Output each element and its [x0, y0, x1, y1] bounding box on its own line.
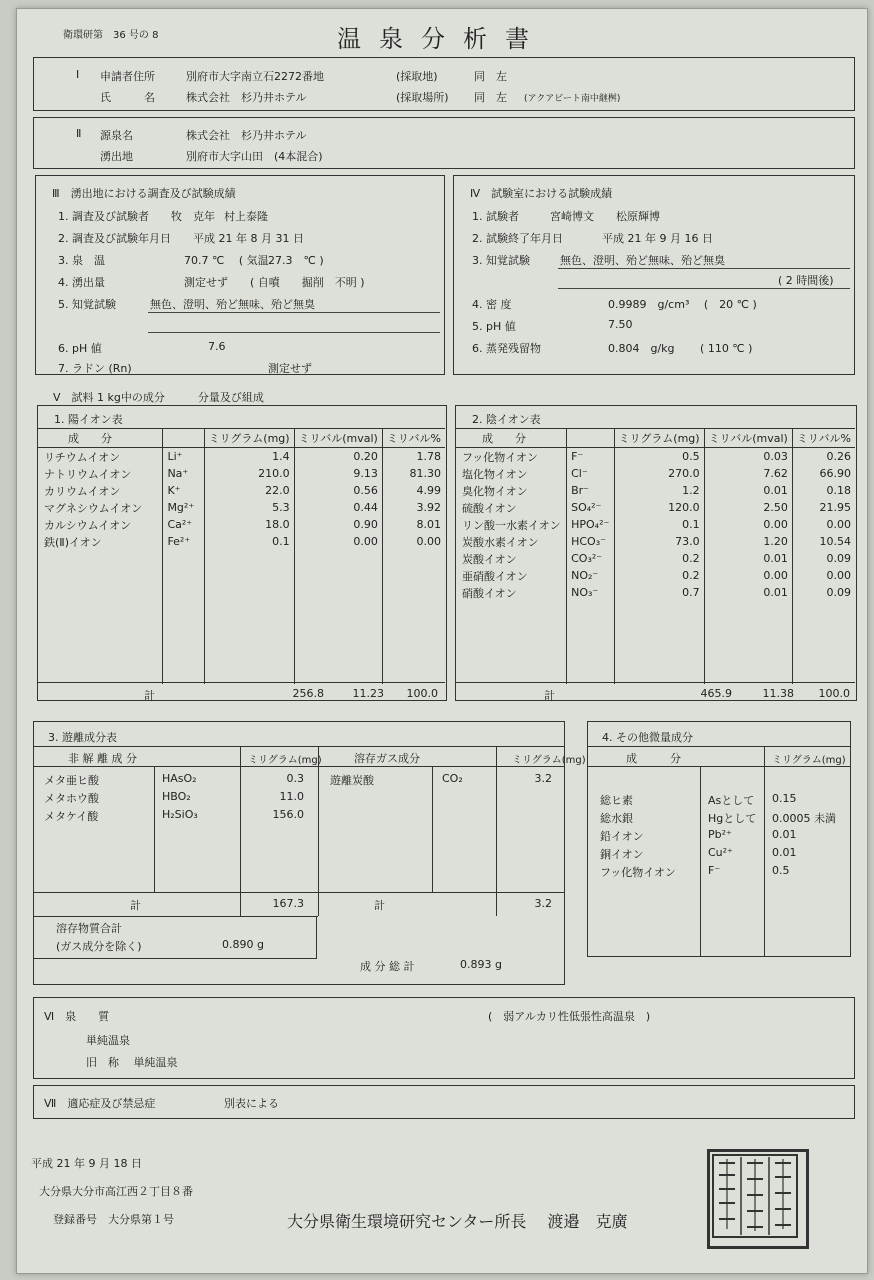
trace-name: 総水銀: [600, 812, 633, 825]
issue-date: 平成 21 年 9 月 18 日: [31, 1157, 142, 1170]
section-field-survey: Ⅲ 湧出地における調査及び試験成績 1. 調査及び試験者 牧 克年 村上泰隆 2. 調査及び試験年月日 平成 21 年 8 月 31 日 3. 泉 温 70.7 ℃ ( 気温 27.3 ℃ ) 4. 湧出量 測定せず ( 自噴 掘削 不明 ) 5. 知覚試験 無色、澄明、殆ど無味、殆ど無臭 6. pH 値 7.6 7. ラドン (Rn) 測定せず: [35, 175, 445, 375]
table-row: [456, 482, 855, 499]
mg-value: 18.0: [204, 516, 294, 533]
ion-formula: NO₂⁻: [567, 567, 615, 584]
table-row: [456, 465, 855, 482]
table-filler: [38, 550, 445, 684]
mg-value: 1.4: [204, 448, 294, 466]
ion-name: リチウムイオン: [44, 450, 121, 464]
trace-mg: 0.15: [772, 792, 797, 805]
nd-name: メタ亜ヒ酸: [44, 774, 99, 787]
ion-name: 硝酸イオン: [462, 586, 517, 600]
free-components-table: 3. 遊離成分表 非 解 離 成 分 ミリグラム(mg) 溶存ガス成分 ミリグラム(mg) メタ亜ヒ酸 HAsO₂ 0.3 メタホウ酸 HBO₂ 11.0 メタケイ酸 H₂SiO₃ 156.0 遊離炭酸 CO₂ 3.2 計 167.3 計 3.2 溶存物質合計 (ガス成分を除く) 0.890 g 成 分 総 計 0.893 g: [33, 721, 565, 985]
table-row: [456, 516, 855, 533]
mval-value: 9.13: [294, 465, 382, 482]
trace-formula: Asとして: [708, 794, 755, 807]
ion-name: 鉄(Ⅱ)イオン: [44, 535, 102, 549]
mval-percent: 10.54: [792, 533, 855, 550]
mval-percent: 81.30: [382, 465, 445, 482]
ion-name: 炭酸イオン: [462, 552, 517, 566]
trace-name: フッ化物イオン: [600, 866, 676, 879]
trace-formula: Pb²⁺: [708, 828, 732, 841]
table-row: [456, 533, 855, 550]
mval-percent: 0.00: [792, 567, 855, 584]
trace-formula: Hgとして: [708, 812, 757, 825]
mval-percent: 0.18: [792, 482, 855, 499]
mval-value: 0.56: [294, 482, 382, 499]
table-row: [456, 499, 855, 516]
mg-value: 210.0: [204, 465, 294, 482]
ion-formula: NO₃⁻: [567, 584, 615, 601]
page-title: 温泉分析書: [337, 25, 547, 53]
ion-formula: F⁻: [567, 448, 615, 466]
applicant-address: 別府市大字南立石2272番地: [186, 70, 324, 83]
ion-name: フッ化物イオン: [462, 450, 538, 464]
trace-formula: F⁻: [708, 864, 721, 877]
mg-value: 22.0: [204, 482, 294, 499]
document-number: 衛環研第 36 号の 8: [63, 30, 159, 41]
registration-number: 登録番号 大分県第１号: [53, 1213, 174, 1226]
trace-mg: 0.01: [772, 828, 797, 841]
source-name: 株式会社 杉乃井ホテル: [186, 129, 307, 142]
mval-value: 0.20: [294, 448, 382, 466]
mval-value: 0.01: [704, 550, 792, 567]
table-row: [38, 482, 445, 499]
analysis-sheet: [16, 8, 868, 1274]
nd-name: メタケイ酸: [44, 810, 99, 823]
ion-formula: CO₃²⁻: [567, 550, 615, 567]
mval-percent: 3.92: [382, 499, 445, 516]
mg-value: 0.7: [614, 584, 704, 601]
mval-percent: 0.00: [792, 516, 855, 533]
mval-percent: 4.99: [382, 482, 445, 499]
ion-formula: K⁺: [163, 482, 204, 499]
mg-value: 5.3: [204, 499, 294, 516]
mval-percent: 21.95: [792, 499, 855, 516]
ion-name: 塩化物イオン: [462, 467, 528, 481]
mval-value: 0.00: [704, 567, 792, 584]
ion-formula: HPO₄²⁻: [567, 516, 615, 533]
ion-formula: Mg²⁺: [163, 499, 204, 516]
trace-name: 総ヒ素: [600, 794, 633, 807]
mval-value: 1.20: [704, 533, 792, 550]
nd-formula: H₂SiO₃: [162, 808, 198, 821]
nd-formula: HBO₂: [162, 790, 191, 803]
applicant-name-label: 氏 名: [100, 91, 155, 104]
mg-value: 0.2: [614, 567, 704, 584]
mval-value: 0.00: [704, 516, 792, 533]
mval-value: 0.01: [704, 482, 792, 499]
ion-name: ナトリウムイオン: [44, 467, 132, 481]
ion-name: カリウムイオン: [44, 484, 121, 498]
table-row: [38, 465, 445, 482]
anion-table: 2. 陰イオン表 成 分 ミリグラム(mg) ミリバル(mval) ミリバル% フッ化物イオン F⁻ 0.5 0.03 0.26 塩化物イオン Cl⁻ 270.0 7.62 66.90 臭化物イオン Br⁻ 1.2 0.01 0.18 硫酸イオン SO₄²⁻ 120.0 2.50 21.95 リン酸一水素イオン HPO₄²⁻ 0.1 0.00 0.00 炭酸水素イオン HCO₃⁻ 73.0 1.20 10.54 炭酸イオン CO₃²⁻ 0.2 0.01 0.09 亜硝酸イオン NO₂⁻ 0.2 0.00 0.00 硝酸イオン NO₃⁻ 0.7 0.01 0.09 計 465.9 11.38 100.0: [455, 405, 857, 701]
trace-name: 鉛イオン: [600, 830, 644, 843]
applicant-name: 株式会社 杉乃井ホテル: [186, 91, 307, 104]
ion-formula: Li⁺: [163, 448, 204, 466]
nd-name: メタホウ酸: [44, 792, 99, 805]
section-lab-test: Ⅳ 試験室における試験成績 1. 試験者 宮崎博文 松原輝博 2. 試験終了年月日 平成 21 年 9 月 16 日 3. 知覚試験 無色、澄明、殆ど無味、殆ど無臭 ( 2 時間後) 4. 密 度 0.9989 g/cm³ ( 20 ℃ ) 5. pH 値 7.50 6. 蒸発残留物 0.804 g/kg ( 110 ℃ ): [453, 175, 855, 375]
ion-formula: HCO₃⁻: [567, 533, 615, 550]
mg-value: 120.0: [614, 499, 704, 516]
trace-mg: 0.5: [772, 864, 790, 877]
spring-location: 別府市大字山田 (4本混合): [186, 150, 323, 163]
mval-percent: 0.00: [382, 533, 445, 550]
official-seal: [707, 1149, 809, 1249]
ion-name: マグネシウムイオン: [44, 501, 143, 515]
section-source: Ⅱ 源泉名 株式会社 杉乃井ホテル 湧出地 別府市大字山田 (4本混合): [33, 117, 855, 169]
mval-value: 0.03: [704, 448, 792, 466]
trace-mg: 0.0005 未満: [772, 812, 836, 825]
mval-percent: 8.01: [382, 516, 445, 533]
mval-percent: 0.09: [792, 584, 855, 601]
mval-value: 0.01: [704, 584, 792, 601]
table-row: [38, 499, 445, 516]
ion-name: 亜硝酸イオン: [462, 569, 528, 583]
table-row: [456, 448, 855, 466]
ion-name: 炭酸水素イオン: [462, 535, 539, 549]
ion-formula: Ca²⁺: [163, 516, 204, 533]
mval-value: 0.00: [294, 533, 382, 550]
trace-components-table: 4. その他微量成分 成 分 ミリグラム(mg) 総ヒ素 Asとして 0.15 総水銀 Hgとして 0.0005 未満 鉛イオン Pb²⁺ 0.01 銅イオン Cu²⁺ 0.01 フッ化物イオン F⁻ 0.5: [587, 721, 851, 957]
table-row: [456, 584, 855, 601]
mval-value: 7.62: [704, 465, 792, 482]
nd-mg: 156.0: [272, 808, 304, 821]
section-applicant: Ⅰ 申請者住所 別府市大字南立石2272番地 (採取地) 同 左 氏 名 株式会社 杉乃井ホテル (採取場所) 同 左 (アクアビート南中継桝): [33, 57, 855, 111]
ion-name: カルシウムイオン: [44, 518, 132, 532]
table-row: [456, 550, 855, 567]
mg-value: 1.2: [614, 482, 704, 499]
mval-value: 2.50: [704, 499, 792, 516]
mg-value: 0.1: [204, 533, 294, 550]
mval-value: 0.90: [294, 516, 382, 533]
ion-formula: SO₄²⁻: [567, 499, 615, 516]
table-filler: [456, 601, 855, 684]
ion-name: 硫酸イオン: [462, 501, 517, 515]
applicant-address-label: 申請者住所: [100, 70, 155, 83]
table-row: [38, 448, 445, 466]
ion-formula: Cl⁻: [567, 465, 615, 482]
trace-mg: 0.01: [772, 846, 797, 859]
nd-mg: 0.3: [286, 772, 304, 785]
ion-name: 臭化物イオン: [462, 484, 528, 498]
issuer-address: 大分県大分市高江西２丁目８番: [39, 1185, 193, 1198]
mg-value: 270.0: [614, 465, 704, 482]
mg-value: 73.0: [614, 533, 704, 550]
table-row: [38, 516, 445, 533]
mg-value: 0.1: [614, 516, 704, 533]
table-row: [38, 533, 445, 550]
cation-table: 1. 陽イオン表 成 分 ミリグラム(mg) ミリバル(mval) ミリバル% リチウムイオン Li⁺ 1.4 0.20 1.78 ナトリウムイオン Na⁺ 210.0 9.13 81.30 カリウムイオン K⁺ 22.0 0.56 4.99 マグネシウムイオン Mg²⁺ 5.3 0.44 3.92 カルシウムイオン Ca²⁺ 18.0 0.90 8.01 鉄(Ⅱ)イオン Fe²⁺ 0.1 0.00 0.00 計 256.8 11.23 100.0: [37, 405, 447, 701]
section-indications: Ⅶ 適応症及び禁忌症 別表による: [33, 1085, 855, 1119]
table-row: [456, 567, 855, 584]
ion-formula: Fe²⁺: [163, 533, 204, 550]
mg-value: 0.2: [614, 550, 704, 567]
issuer-name: 大分県衛生環境研究センター所長 渡邉 克廣: [287, 1212, 628, 1231]
mg-value: 0.5: [614, 448, 704, 466]
section-spring-quality: Ⅵ 泉 質 ( 弱アルカリ性低張性高温泉 ) 単純温泉 旧 称 単純温泉: [33, 997, 855, 1079]
section-v-heading: Ⅴ 試料 1 kg中の成分 分量及び組成: [53, 391, 264, 404]
mval-percent: 66.90: [792, 465, 855, 482]
spring-classification: ( 弱アルカリ性低張性高温泉 ): [488, 1010, 651, 1023]
ion-formula: Na⁺: [163, 465, 204, 482]
mval-value: 0.44: [294, 499, 382, 516]
trace-formula: Cu²⁺: [708, 846, 733, 859]
ion-formula: Br⁻: [567, 482, 615, 499]
nd-formula: HAsO₂: [162, 772, 197, 785]
ion-name: リン酸一水素イオン: [462, 518, 561, 532]
mval-percent: 0.26: [792, 448, 855, 466]
nd-mg: 11.0: [279, 790, 304, 803]
trace-name: 銅イオン: [600, 848, 644, 861]
mval-percent: 0.09: [792, 550, 855, 567]
mval-percent: 1.78: [382, 448, 445, 466]
